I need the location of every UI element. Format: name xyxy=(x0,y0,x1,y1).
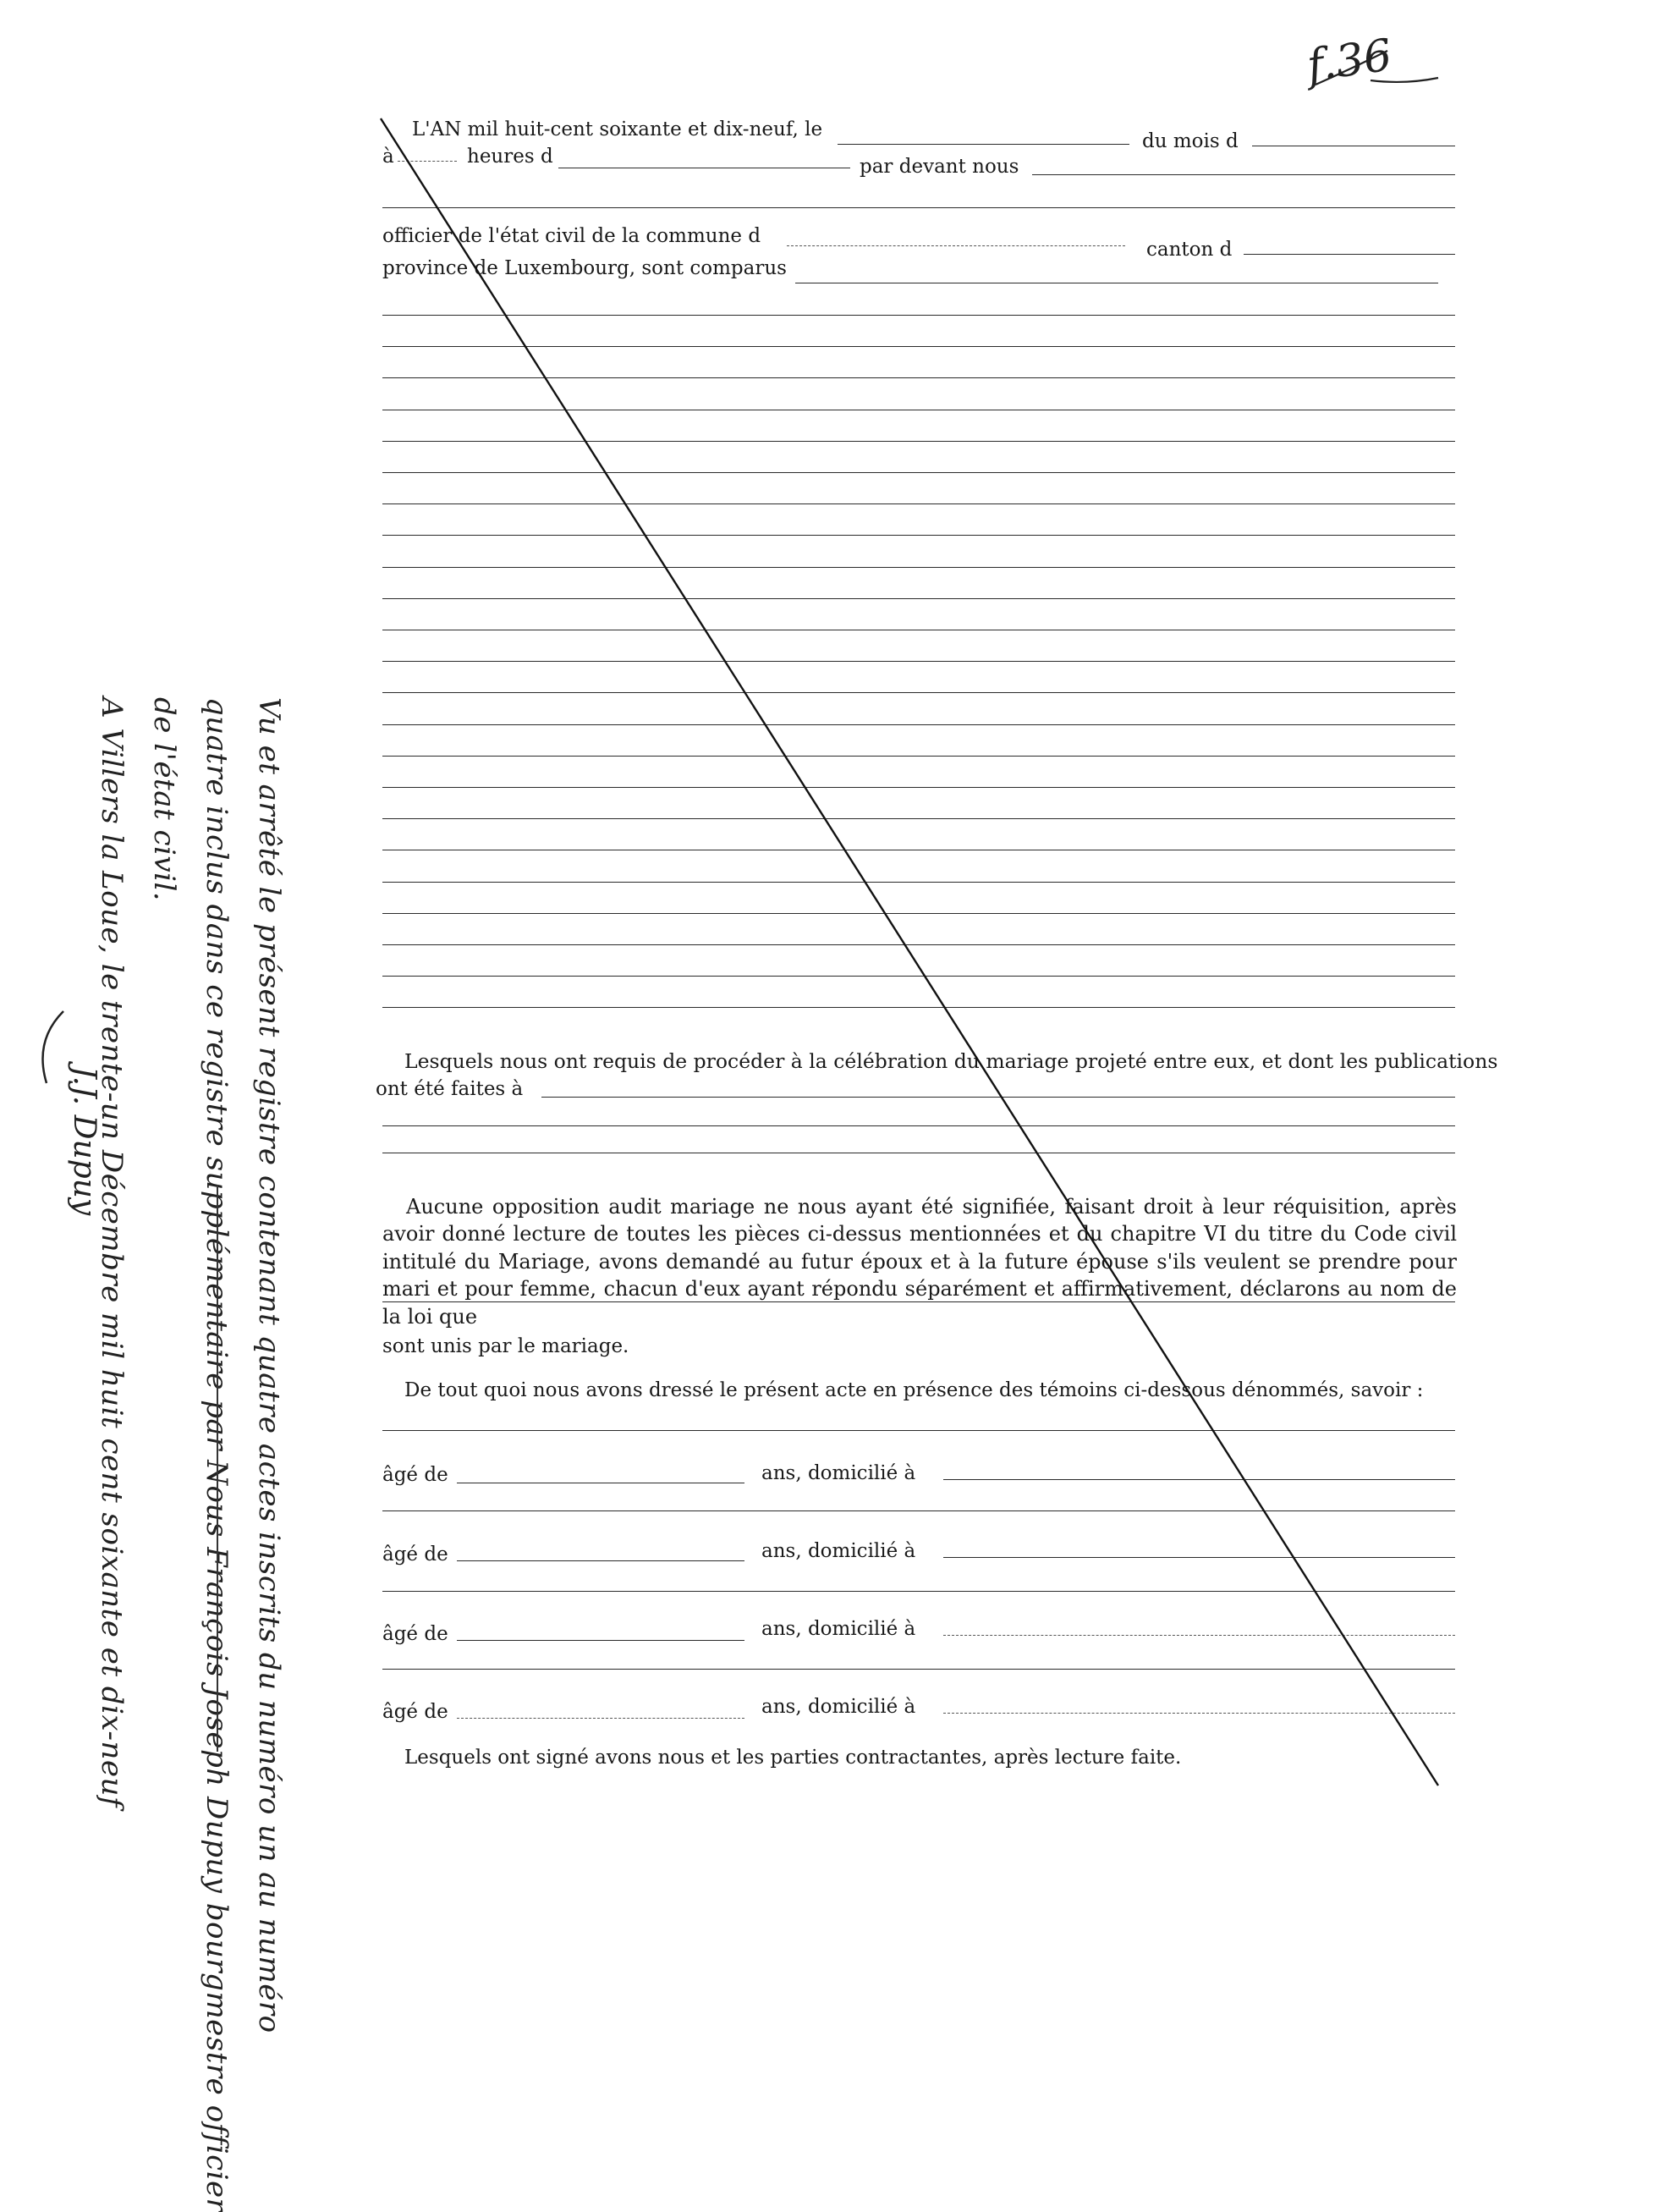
header-month-label: du mois d xyxy=(1142,130,1239,152)
margin-bracket xyxy=(43,1011,64,1083)
publications-label: ont été faites à xyxy=(376,1078,524,1100)
registrar-signature: J.J. Dupuy xyxy=(67,1066,102,1216)
marginal-line-1: Vu et arrêté le présent registre contenant quatre actes inscrits du numéro un au numéro xyxy=(252,697,286,2033)
marginal-line-4: A Villers la Loue, le trente-un Décembre mil huit cent soixante et dix-neuf xyxy=(95,697,129,1808)
header-devant-label: par devant nous xyxy=(860,156,1019,178)
opposition-paragraph: Aucune opposition audit mariage ne nous ayant été signifiée, faisant droit à leur réquisition, après avoir donné lecture de toutes les pièces ci-dessus mentionnées et du chapitre VI du titre du Code civil intitulé du Mariage, avons demandé au futur époux et à la future épouse s'ils veulent se prendre pour mari et pour femme, chacun d'eux ayant répondu séparément et affirmativement, déclarons au nom de la loi que xyxy=(382,1195,1457,1329)
witness-4-domicile-label: ans, domicilié à xyxy=(761,1696,916,1718)
witness-2-domicile-label: ans, domicilié à xyxy=(761,1540,916,1562)
diagonal-strike-line xyxy=(381,118,1438,1786)
header-year-text: L'AN mil huit-cent soixante et dix-neuf, le xyxy=(412,118,823,140)
witness-1-domicile-label: ans, domicilié à xyxy=(761,1462,916,1484)
closing-text: Lesquels ont signé avons nous et les parties contractantes, après lecture faite. xyxy=(404,1747,1182,1769)
header-canton-label: canton d xyxy=(1146,239,1233,261)
header-province-label: province de Luxembourg, sont comparus xyxy=(382,257,787,279)
marginal-line-2: quatre inclus dans ce registre supplémentaire par Nous François Joseph Dupuy bourgmestre officier xyxy=(200,697,233,2212)
header-hours-label: heures d xyxy=(467,146,553,168)
unis-text: sont unis par le mariage. xyxy=(382,1335,629,1357)
header-a-label: à xyxy=(382,146,394,168)
witness-2-age-label: âgé de xyxy=(382,1543,448,1565)
marginal-line-3: de l'état civil. xyxy=(147,697,181,902)
temoins-text: De tout quoi nous avons dressé le présent acte en présence des témoins ci-dessous dénommés, savoir : xyxy=(404,1379,1424,1401)
witness-3-age-label: âgé de xyxy=(382,1623,448,1645)
witness-3-domicile-label: ans, domicilié à xyxy=(761,1618,916,1640)
header-officier-label: officier de l'état civil de la commune d xyxy=(382,225,761,247)
witness-1-age-label: âgé de xyxy=(382,1464,448,1486)
requisition-text: Lesquels nous ont requis de procéder à la célébration du mariage projeté entre eux, et dont les publications xyxy=(404,1049,1498,1073)
witness-4-age-label: âgé de xyxy=(382,1701,448,1723)
folio-number: f.36 xyxy=(1304,30,1395,92)
folio-flourish xyxy=(1316,51,1438,85)
